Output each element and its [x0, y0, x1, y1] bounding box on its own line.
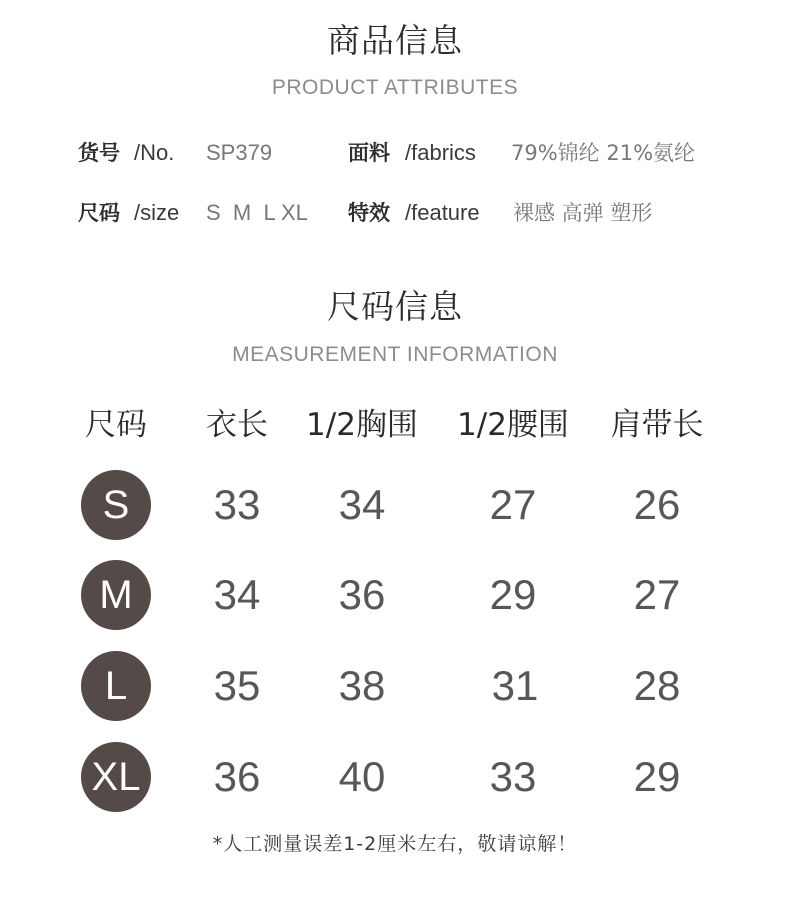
- cell-strap: 26: [633, 481, 681, 528]
- cell-strap: 29: [633, 753, 681, 800]
- cell-bust: 36: [338, 571, 386, 618]
- cell-waist: 33: [489, 753, 537, 800]
- measurement-subtitle: MEASUREMENT INFORMATION: [232, 343, 558, 366]
- attribute-label: 面料: [348, 141, 390, 165]
- attribute-row: [0, 138, 790, 168]
- attribute-value: 裸感 高弹 塑形: [513, 201, 653, 225]
- attribute-label-en: /fabrics: [405, 140, 476, 165]
- measurement-note: *人工测量误差1-2厘米左右，敬请谅解！: [212, 833, 578, 855]
- cell-bust: 40: [338, 753, 386, 800]
- attribute-label-en: /size: [134, 200, 180, 225]
- size-badge: S: [81, 470, 151, 540]
- column-header-strap: 肩带长: [610, 407, 704, 443]
- attribute-label-en: /feature: [405, 200, 480, 225]
- measurement-title: 尺码信息: [327, 287, 463, 326]
- attribute-row: [0, 198, 790, 228]
- cell-length: 33: [213, 481, 261, 528]
- cell-length: 34: [213, 571, 261, 618]
- product-info-title: 商品信息: [327, 21, 463, 60]
- column-header-length: 衣长: [206, 407, 268, 443]
- product-info-subtitle: PRODUCT ATTRIBUTES: [271, 76, 519, 99]
- attribute-value: S M L XL: [206, 200, 308, 225]
- table-header: [0, 405, 790, 445]
- cell-waist: 31: [491, 662, 539, 709]
- column-header-bust: 1/2胸围: [306, 407, 418, 443]
- column-header-waist: 1/2腰围: [457, 407, 569, 443]
- attribute-value: SP379: [206, 140, 273, 165]
- table-row: [0, 742, 790, 812]
- cell-waist: 29: [489, 571, 537, 618]
- attribute-value: 79%锦纶 21%氨纶: [511, 141, 696, 165]
- cell-length: 36: [213, 753, 261, 800]
- attribute-label-en: /No.: [134, 140, 175, 165]
- attribute-label: 特效: [348, 201, 390, 225]
- attribute-label: 货号: [78, 141, 120, 165]
- cell-strap: 27: [633, 571, 681, 618]
- size-badge: M: [81, 560, 151, 630]
- cell-bust: 34: [338, 481, 386, 528]
- table-row: [0, 560, 790, 630]
- table-row: [0, 470, 790, 540]
- cell-length: 35: [213, 662, 261, 709]
- cell-waist: 27: [489, 481, 537, 528]
- cell-bust: 38: [338, 662, 386, 709]
- size-badge: L: [81, 651, 151, 721]
- attribute-label: 尺码: [78, 201, 120, 225]
- cell-strap: 28: [633, 662, 681, 709]
- table-row: [0, 651, 790, 721]
- column-header-size: 尺码: [85, 407, 147, 443]
- size-badge: XL: [81, 742, 151, 812]
